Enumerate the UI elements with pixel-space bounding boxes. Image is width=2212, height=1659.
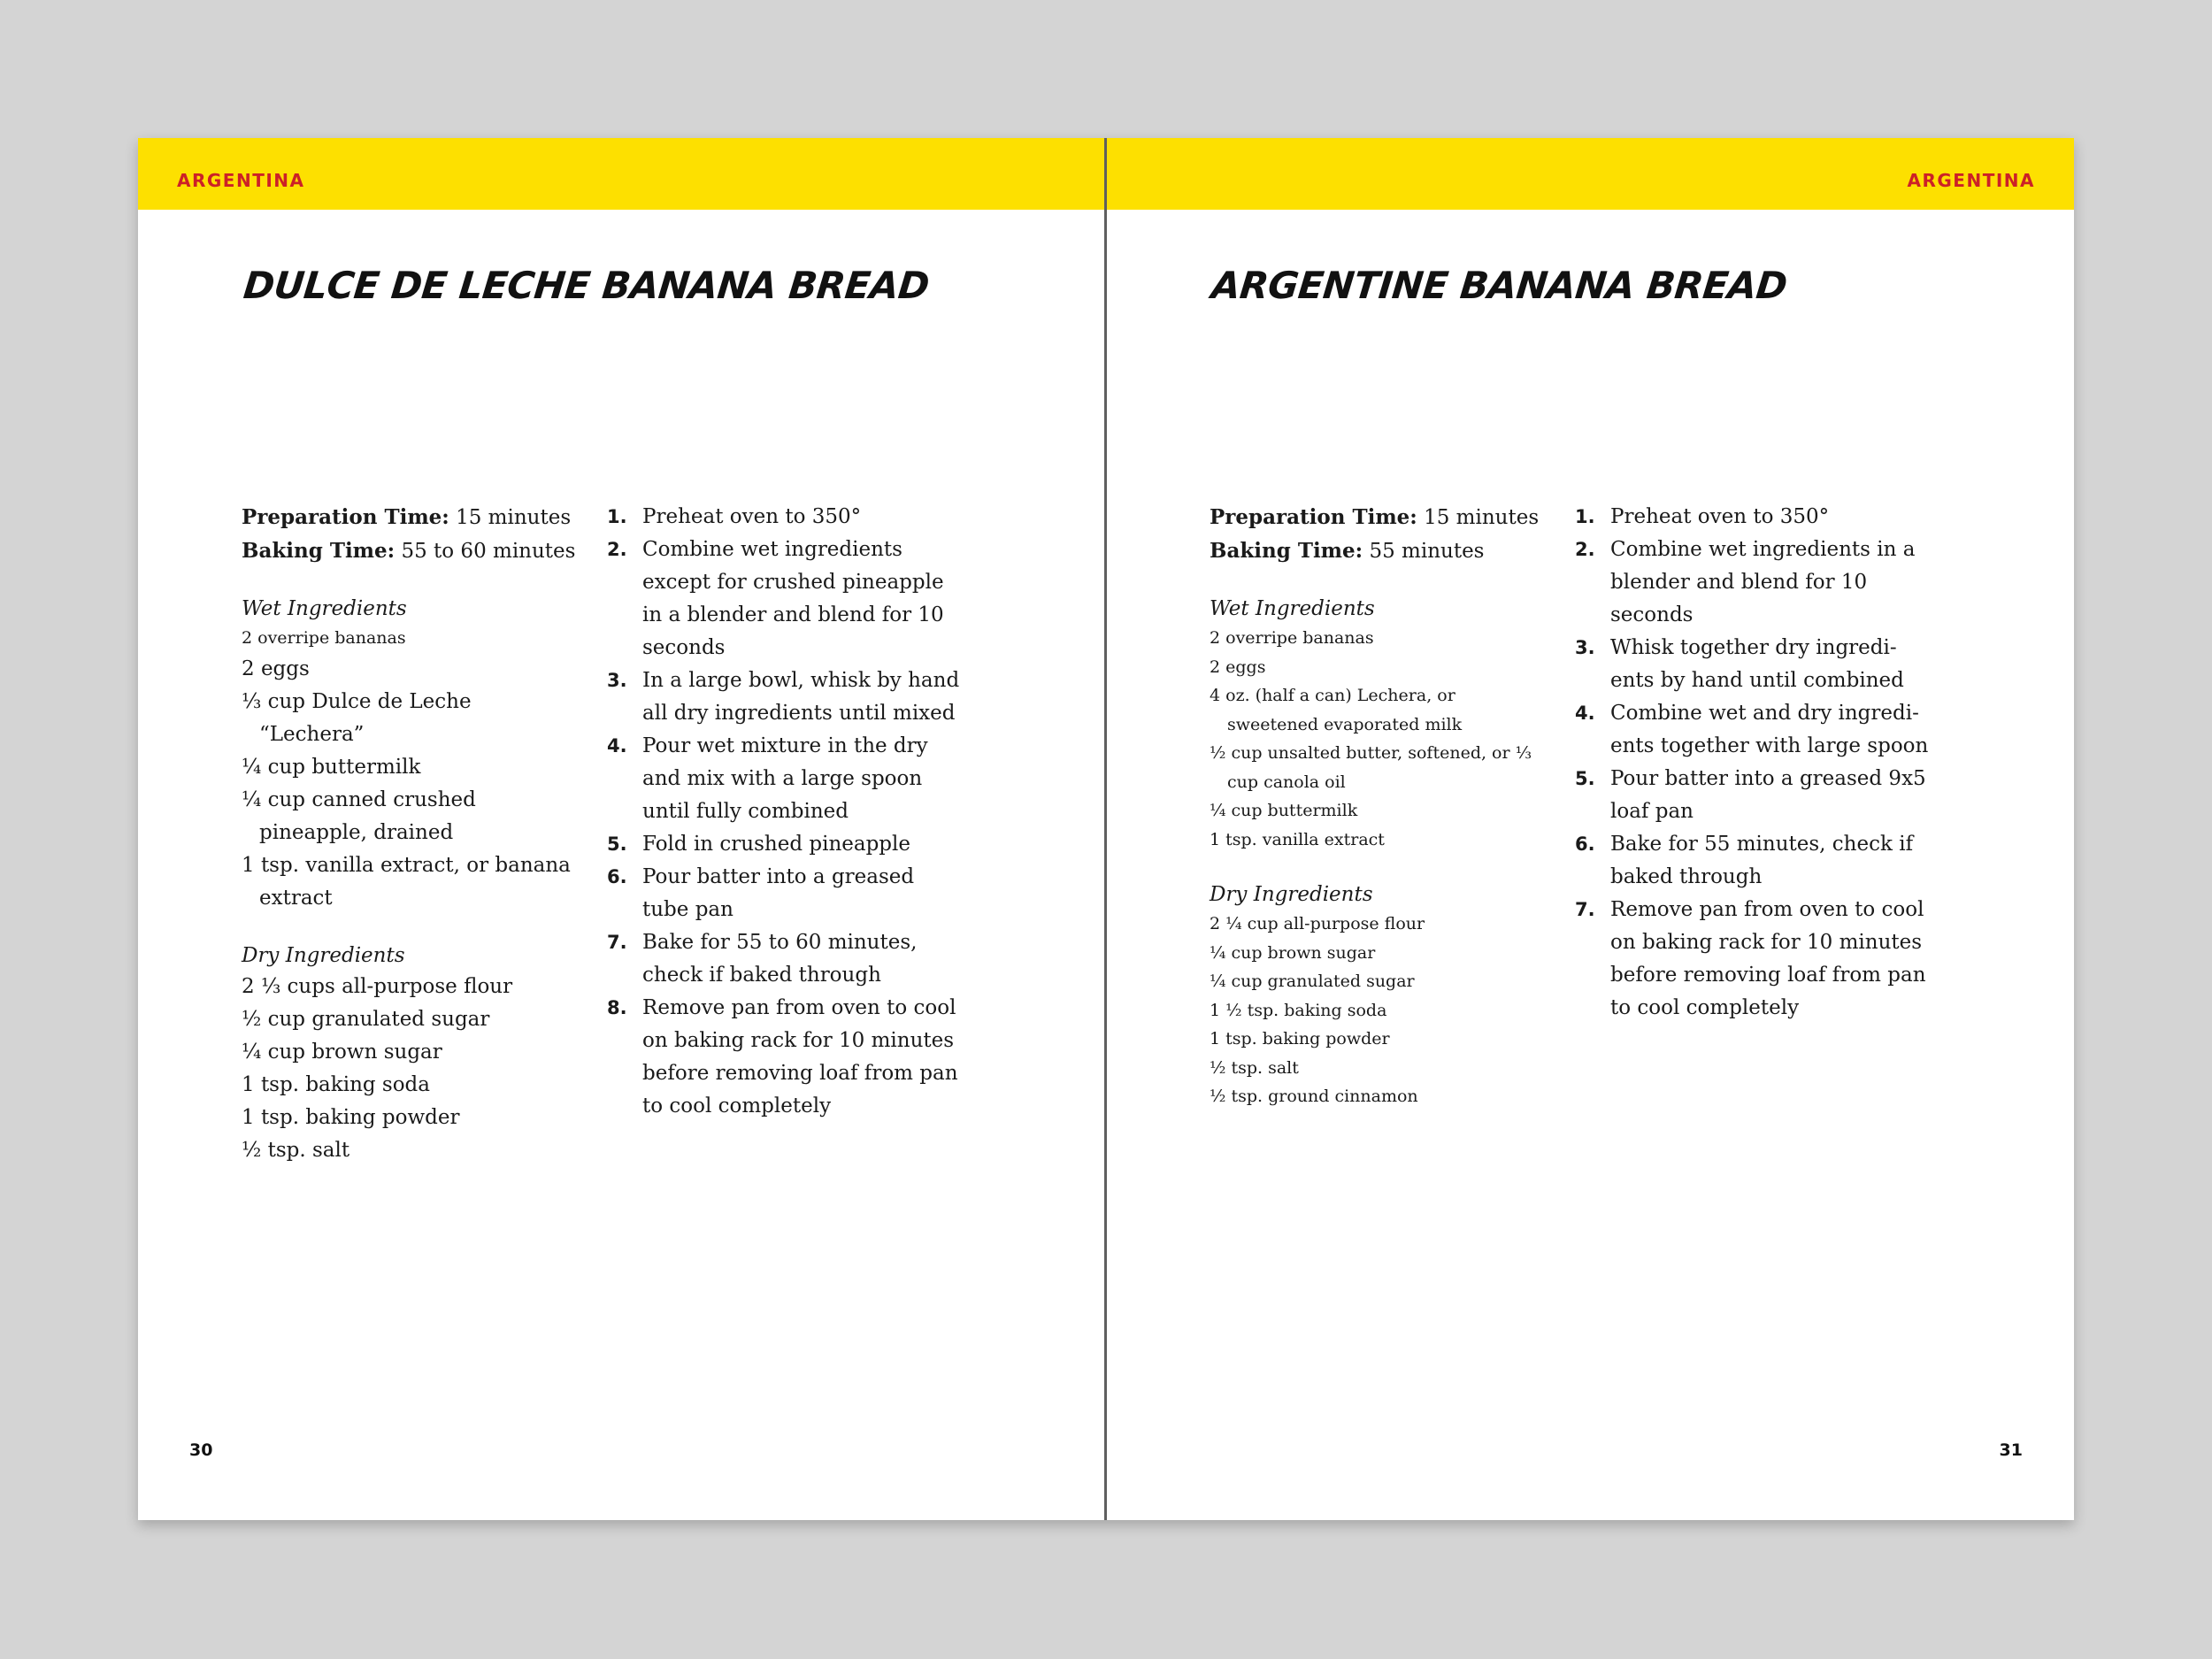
- step-item: [1575, 534, 1929, 632]
- step-number: 4.: [607, 735, 627, 757]
- wet-ingredients-heading: Wet Ingredients: [242, 597, 407, 620]
- wet-ingredients-list: [242, 653, 578, 915]
- step-text: Pour wet mixture in the dry and mix with a large spoon until fully combined: [642, 734, 928, 823]
- step-number: 5.: [607, 833, 627, 855]
- wet-ingredient: ¼ cup buttermilk: [242, 755, 421, 779]
- step-item: [1575, 894, 1929, 1025]
- step-number: 7.: [1575, 899, 1595, 920]
- wet-ingredient: ½ cup unsalted butter, softened, or ⅓ cup canola oil: [1210, 743, 1532, 792]
- baking-time-value: 55 to 60 minutes: [401, 540, 576, 563]
- dry-ingredients-list: [1210, 910, 1546, 1111]
- step-item: [607, 664, 961, 730]
- step-number: 1.: [607, 506, 627, 527]
- dry-ingredient: ½ cup granulated sugar: [242, 1007, 490, 1031]
- step-text: Pour batter into a greased tube pan: [642, 865, 915, 921]
- wet-ingredient: 1 tsp. vanilla extract, or banana extract: [242, 853, 571, 910]
- dry-ingredient: ¼ cup brown sugar: [1210, 942, 1376, 963]
- wet-ingredient: ⅓ cup Dulce de Leche “Lechera”: [242, 689, 472, 746]
- prep-time-value: 15 minutes: [456, 506, 572, 529]
- prep-time: [1210, 501, 1546, 534]
- step-number: 7.: [607, 932, 627, 953]
- step-number: 6.: [607, 866, 627, 887]
- baking-time: [1210, 534, 1546, 568]
- step-number: 1.: [1575, 506, 1595, 527]
- step-text: Preheat oven to 350°: [642, 505, 862, 528]
- baking-time-value: 55 minutes: [1369, 540, 1485, 563]
- steps-column: [1575, 501, 1929, 1025]
- left-page: [138, 138, 1106, 1520]
- running-head: ARGENTINA: [177, 170, 305, 191]
- step-number: 3.: [607, 670, 627, 691]
- steps-column: [607, 501, 961, 1123]
- dry-ingredients-heading: Dry Ingredients: [242, 943, 405, 967]
- prep-time: [242, 501, 578, 534]
- wet-ingredients-list: [1210, 624, 1546, 854]
- step-item: [607, 534, 961, 664]
- step-text: Fold in crushed pineapple: [642, 833, 910, 856]
- steps-list: [1575, 501, 1929, 1025]
- right-page: [1106, 138, 2074, 1520]
- step-item: [607, 926, 961, 992]
- step-number: 4.: [1575, 703, 1595, 724]
- running-head: ARGENTINA: [1907, 170, 2035, 191]
- wet-ingredient: 2 overripe bananas: [242, 628, 406, 648]
- step-item: [607, 828, 961, 861]
- step-text: Remove pan from oven to cool on baking rack for 10 minutes before removing loaf from pan to cool completely: [1610, 898, 1926, 1019]
- step-item: [1575, 828, 1929, 894]
- recipe-title: DULCE DE LECHE BANANA BREAD: [242, 264, 932, 307]
- dry-ingredients-list: [242, 971, 578, 1167]
- dry-ingredient: ½ tsp. ground cinnamon: [1210, 1087, 1418, 1106]
- step-item: [607, 501, 961, 534]
- step-text: Combine wet and dry ingredients together with large spoon: [1610, 702, 1929, 757]
- recipe-title: ARGENTINE BANANA BREAD: [1210, 264, 1789, 307]
- prep-time-label: Preparation Time:: [242, 505, 449, 529]
- steps-list: [607, 501, 961, 1123]
- dry-ingredient: 1 tsp. baking soda: [242, 1072, 430, 1096]
- step-item: [607, 992, 961, 1123]
- step-text: Bake for 55 minutes, check if baked through: [1610, 833, 1914, 888]
- dry-ingredient: ½ tsp. salt: [242, 1138, 350, 1162]
- wet-ingredient: ¼ cup canned crushed pineapple, drained: [242, 787, 476, 844]
- wet-ingredient: 1 tsp. vanilla extract: [1210, 829, 1385, 849]
- dry-ingredient: ¼ cup granulated sugar: [1210, 972, 1415, 991]
- baking-time: [242, 534, 578, 568]
- dry-ingredient: 1 tsp. baking powder: [1210, 1029, 1390, 1048]
- step-text: Bake for 55 to 60 minutes, check if baked through: [642, 931, 918, 987]
- dry-ingredients-heading: Dry Ingredients: [1210, 883, 1373, 906]
- step-item: [1575, 632, 1929, 697]
- wet-ingredient: 4 oz. (half a can) Lechera, or sweetened evaporated milk: [1210, 686, 1463, 734]
- step-number: 8.: [607, 997, 627, 1018]
- dry-ingredient: 1 tsp. baking powder: [242, 1105, 460, 1129]
- step-text: Preheat oven to 350°: [1610, 505, 1830, 528]
- step-number: 6.: [1575, 833, 1595, 855]
- step-number: 2.: [607, 539, 627, 560]
- page-spine: [1104, 138, 1107, 1520]
- ingredients-column: [1210, 501, 1546, 1111]
- dry-ingredient: ¼ cup brown sugar: [242, 1040, 442, 1064]
- prep-time-value: 15 minutes: [1424, 506, 1540, 529]
- ingredients-column: [242, 501, 578, 1167]
- step-item: [1575, 763, 1929, 828]
- step-text: In a large bowl, whisk by hand all dry ingredients until mixed: [642, 669, 960, 725]
- dry-ingredient: 1 ½ tsp. baking soda: [1210, 1000, 1387, 1020]
- step-item: [1575, 697, 1929, 763]
- wet-ingredient: 2 eggs: [1210, 657, 1266, 677]
- wet-ingredient: 2 overripe bananas: [1210, 628, 1374, 648]
- dry-ingredient: 2 ⅓ cups all-purpose flour: [242, 974, 513, 998]
- step-text: Combine wet ingredients except for crushed pineapple in a blender and blend for 10 seconds: [642, 538, 944, 659]
- step-text: Pour batter into a greased 9x5 loaf pan: [1610, 767, 1926, 823]
- step-number: 5.: [1575, 768, 1595, 789]
- step-number: 2.: [1575, 539, 1595, 560]
- baking-time-label: Baking Time:: [1210, 539, 1363, 563]
- prep-time-label: Preparation Time:: [1210, 505, 1417, 529]
- step-text: Remove pan from oven to cool on baking rack for 10 minutes before removing loaf from pan to cool completely: [642, 996, 958, 1118]
- wet-ingredients-heading: Wet Ingredients: [1210, 597, 1375, 620]
- page-number: 31: [1999, 1440, 2023, 1460]
- step-item: [607, 730, 961, 828]
- dry-ingredient: 2 ¼ cup all-purpose flour: [1210, 914, 1425, 933]
- wet-ingredient: 2 eggs: [242, 657, 310, 680]
- step-text: Whisk together dry ingredients by hand until combined: [1610, 636, 1904, 692]
- book-spread: [138, 138, 2074, 1520]
- step-text: Combine wet ingredients in a blender and blend for 10 seconds: [1610, 538, 1916, 626]
- step-item: [1575, 501, 1929, 534]
- dry-ingredient: ½ tsp. salt: [1210, 1057, 1299, 1078]
- baking-time-label: Baking Time:: [242, 539, 396, 563]
- step-number: 3.: [1575, 637, 1595, 658]
- wet-ingredient: ¼ cup buttermilk: [1210, 801, 1358, 820]
- step-item: [607, 861, 961, 926]
- page-number: 30: [189, 1440, 213, 1460]
